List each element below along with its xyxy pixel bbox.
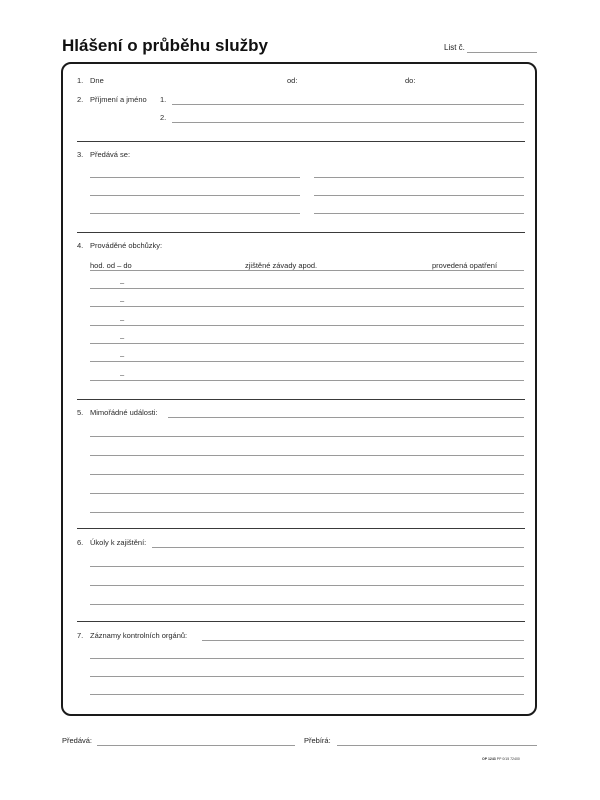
section-6-label: Úkoly k zajištění: (90, 538, 147, 547)
section-3-label: Předává se: (90, 150, 131, 159)
hands-over-signature-line[interactable] (97, 745, 295, 746)
section-5-label: Mimořádné události: (90, 408, 158, 417)
section-2-label: Příjmení a jméno (90, 95, 147, 104)
form-title: Hlášení o průběhu služby (62, 36, 268, 55)
handover-line[interactable] (314, 195, 524, 196)
tasks-line[interactable] (90, 604, 524, 605)
time-range-dash: – (120, 278, 125, 287)
separator (77, 621, 525, 622)
form-code-secondary: PP 0/15 72400 (496, 757, 520, 761)
tasks-line[interactable] (90, 566, 524, 567)
form-code-primary: OP 1243 (482, 757, 496, 761)
section-1-label: Dne (90, 76, 104, 85)
inspection-records-line[interactable] (90, 676, 524, 677)
section-3-number: 3. (77, 150, 84, 159)
section-6-number: 6. (77, 538, 84, 547)
handover-line[interactable] (90, 195, 300, 196)
column-measures: provedená opatření (432, 261, 498, 270)
patrol-row-line[interactable] (90, 361, 524, 362)
separator (77, 141, 525, 142)
section-5-number: 5. (77, 408, 84, 417)
hands-over-label: Předává: (62, 736, 93, 745)
from-label: od: (287, 76, 298, 85)
tasks-line[interactable] (152, 547, 524, 548)
inspection-records-line[interactable] (90, 658, 524, 659)
name-line-1[interactable] (172, 104, 524, 105)
events-line[interactable] (90, 455, 524, 456)
time-range-dash: – (120, 370, 125, 379)
to-label: do: (405, 76, 416, 85)
form-code (482, 757, 520, 761)
sheet-number-field[interactable] (467, 52, 537, 53)
column-time: hod. od – do (90, 261, 132, 270)
sheet-number (444, 43, 465, 52)
section-2-number: 2. (77, 95, 84, 104)
sheet-number-label: List č. (444, 43, 465, 52)
takes-over-label: Přebírá: (304, 736, 331, 745)
section-1-number: 1. (77, 76, 84, 85)
section-4-number: 4. (77, 241, 84, 250)
separator (77, 232, 525, 233)
section-7-label: Záznamy kontrolních orgánů: (90, 631, 188, 640)
section-7-number: 7. (77, 631, 84, 640)
patrol-row-line[interactable] (90, 380, 524, 381)
handover-line[interactable] (90, 213, 300, 214)
handover-line[interactable] (314, 213, 524, 214)
name-line-2-number: 2. (160, 113, 167, 122)
column-defects: zjištěné závady apod. (245, 261, 318, 270)
events-line[interactable] (90, 493, 524, 494)
header-underline (90, 270, 524, 271)
form-frame (61, 62, 537, 716)
inspection-records-line[interactable] (202, 640, 524, 641)
time-range-dash: – (120, 333, 125, 342)
time-range-dash: – (120, 351, 125, 360)
events-line[interactable] (168, 417, 524, 418)
patrol-row-line[interactable] (90, 343, 524, 344)
patrol-row-line[interactable] (90, 288, 524, 289)
takes-over-signature-line[interactable] (337, 745, 537, 746)
separator (77, 399, 525, 400)
events-line[interactable] (90, 474, 524, 475)
name-line-1-number: 1. (160, 95, 167, 104)
name-line-2[interactable] (172, 122, 524, 123)
inspection-records-line[interactable] (90, 694, 524, 695)
patrol-row-line[interactable] (90, 325, 524, 326)
handover-line[interactable] (90, 177, 300, 178)
tasks-line[interactable] (90, 585, 524, 586)
events-line[interactable] (90, 512, 524, 513)
time-range-dash: – (120, 296, 125, 305)
time-range-dash: – (120, 315, 125, 324)
handover-line[interactable] (314, 177, 524, 178)
events-line[interactable] (90, 436, 524, 437)
patrol-row-line[interactable] (90, 306, 524, 307)
separator (77, 528, 525, 529)
section-4-label: Prováděné obchůzky: (90, 241, 163, 250)
